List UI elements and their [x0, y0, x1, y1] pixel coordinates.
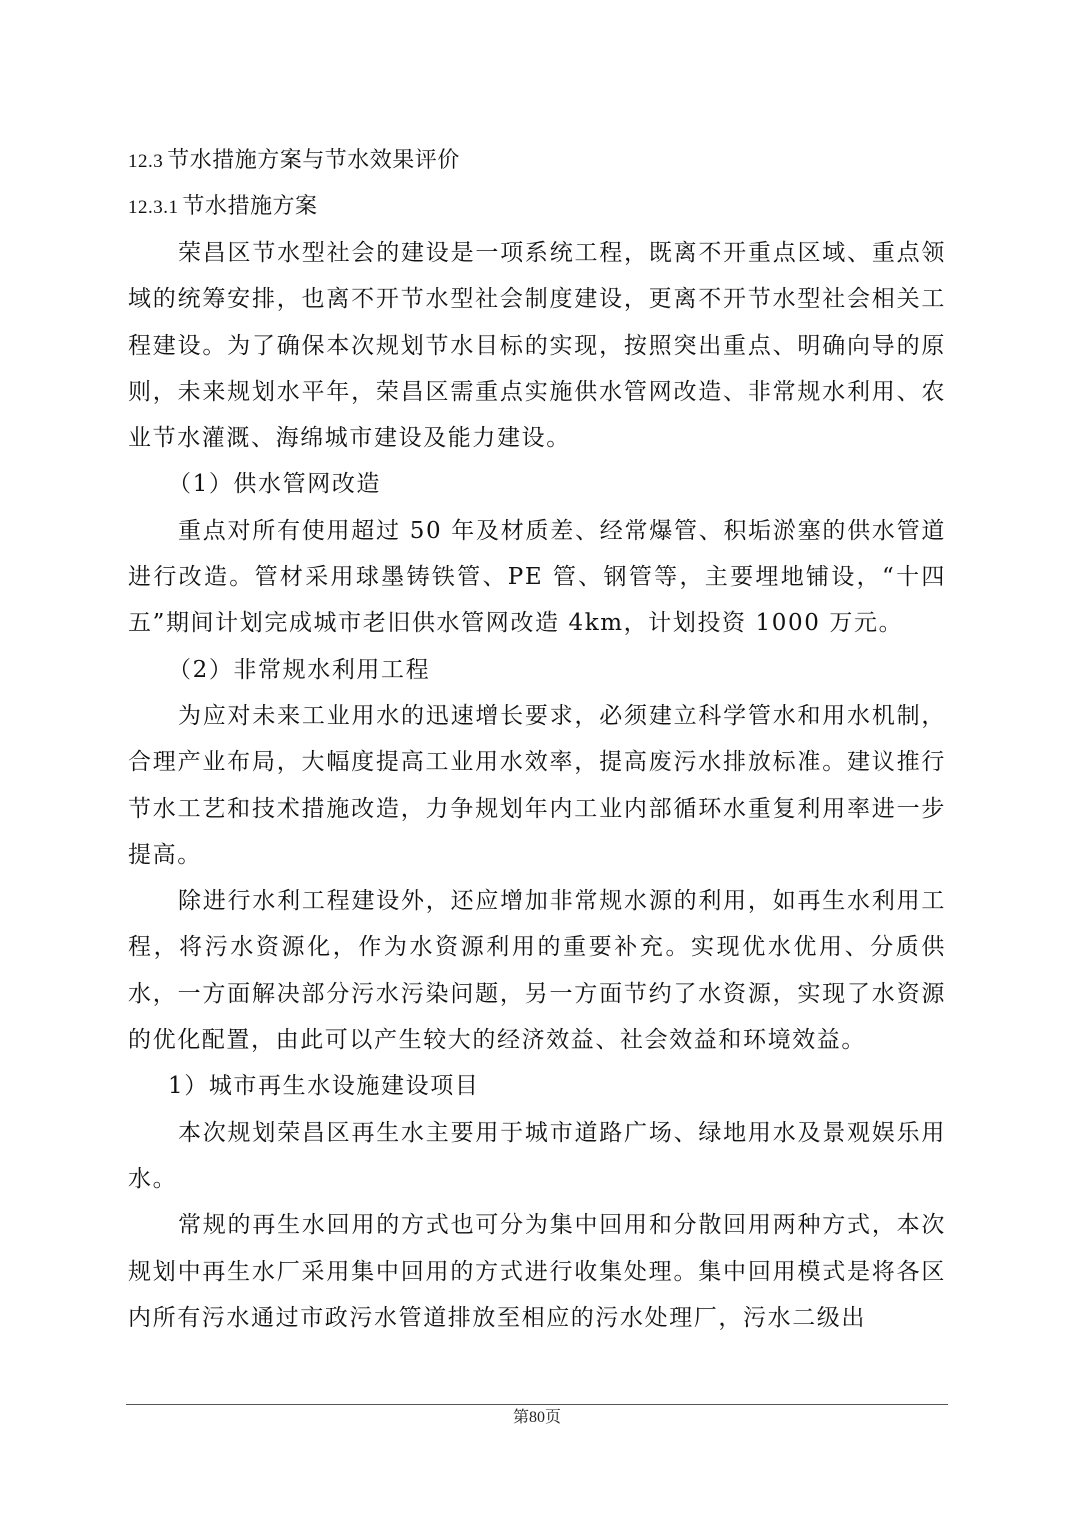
paragraph-reclaimed-water-mode: 常规的再生水回用的方式也可分为集中回用和分散回用两种方式，本次规划中再生水厂采用集中回用的方式进行收集处理。集中回用模式是将各区内所有污水通过市政污水管道排放至相应的污水处理厂，污水二级出 — [128, 1212, 946, 1331]
item-heading-reclaimed-water: 1）城市再生水设施建设项目 — [168, 1073, 480, 1100]
footer-divider — [126, 1404, 948, 1405]
section-heading — [128, 138, 946, 184]
subsection-heading — [128, 184, 946, 230]
paragraph-pipe-network: 重点对所有使用超过 50 年及材质差、经常爆管、积垢淤塞的供水管道进行改造。管材采用球墨铸铁管、PE 管、钢管等，主要埋地铺设，“十四五”期间计划完成城市老旧供水管网改造 4km，计划投资 1000 万元。 — [128, 517, 946, 637]
subsection-title: 节水措施方案 — [182, 194, 318, 219]
section-number: 12.3 — [128, 151, 164, 172]
paragraph-reclaimed-water-use: 本次规划荣昌区再生水主要用于城市道路广场、绿地用水及景观娱乐用水。 — [128, 1119, 946, 1192]
page-content — [128, 138, 946, 1341]
item-heading-unconventional-water: （2）非常规水利用工程 — [168, 656, 431, 683]
page-number: 第80页 — [512, 1409, 561, 1426]
item-heading-pipe-network: （1）供水管网改造 — [168, 471, 382, 498]
subsection-number: 12.3.1 — [128, 197, 179, 218]
paragraph-intro: 荣昌区节水型社会的建设是一项系统工程，既离不开重点区域、重点领域的统筹安排，也离不开节水型社会制度建设，更离不开节水型社会相关工程建设。为了确保本次规划节水目标的实现，按照突出重点、明确向导的原则，未来规划水平年，荣昌区需重点实施供水管网改造、非常规水利用、农业节水灌溉、海绵城市建设及能力建设。 — [128, 240, 946, 452]
paragraph-industrial-water: 为应对未来工业用水的迅速增长要求，必须建立科学管水和用水机制，合理产业布局，大幅度提高工业用水效率，提高废污水排放标准。建议推行节水工艺和技术措施改造，力争规划年内工业内部循环水重复利用率进一步提高。 — [128, 702, 946, 868]
paragraph-unconventional-sources: 除进行水利工程建设外，还应增加非常规水源的利用，如再生水利用工程，将污水资源化，作为水资源利用的重要补充。实现优水优用、分质供水，一方面解决部分污水污染问题，另一方面节约了水资源，实现了水资源的优化配置，由此可以产生较大的经济效益、社会效益和环境效益。 — [128, 888, 946, 1054]
section-title: 节水措施方案与节水效果评价 — [167, 148, 460, 173]
